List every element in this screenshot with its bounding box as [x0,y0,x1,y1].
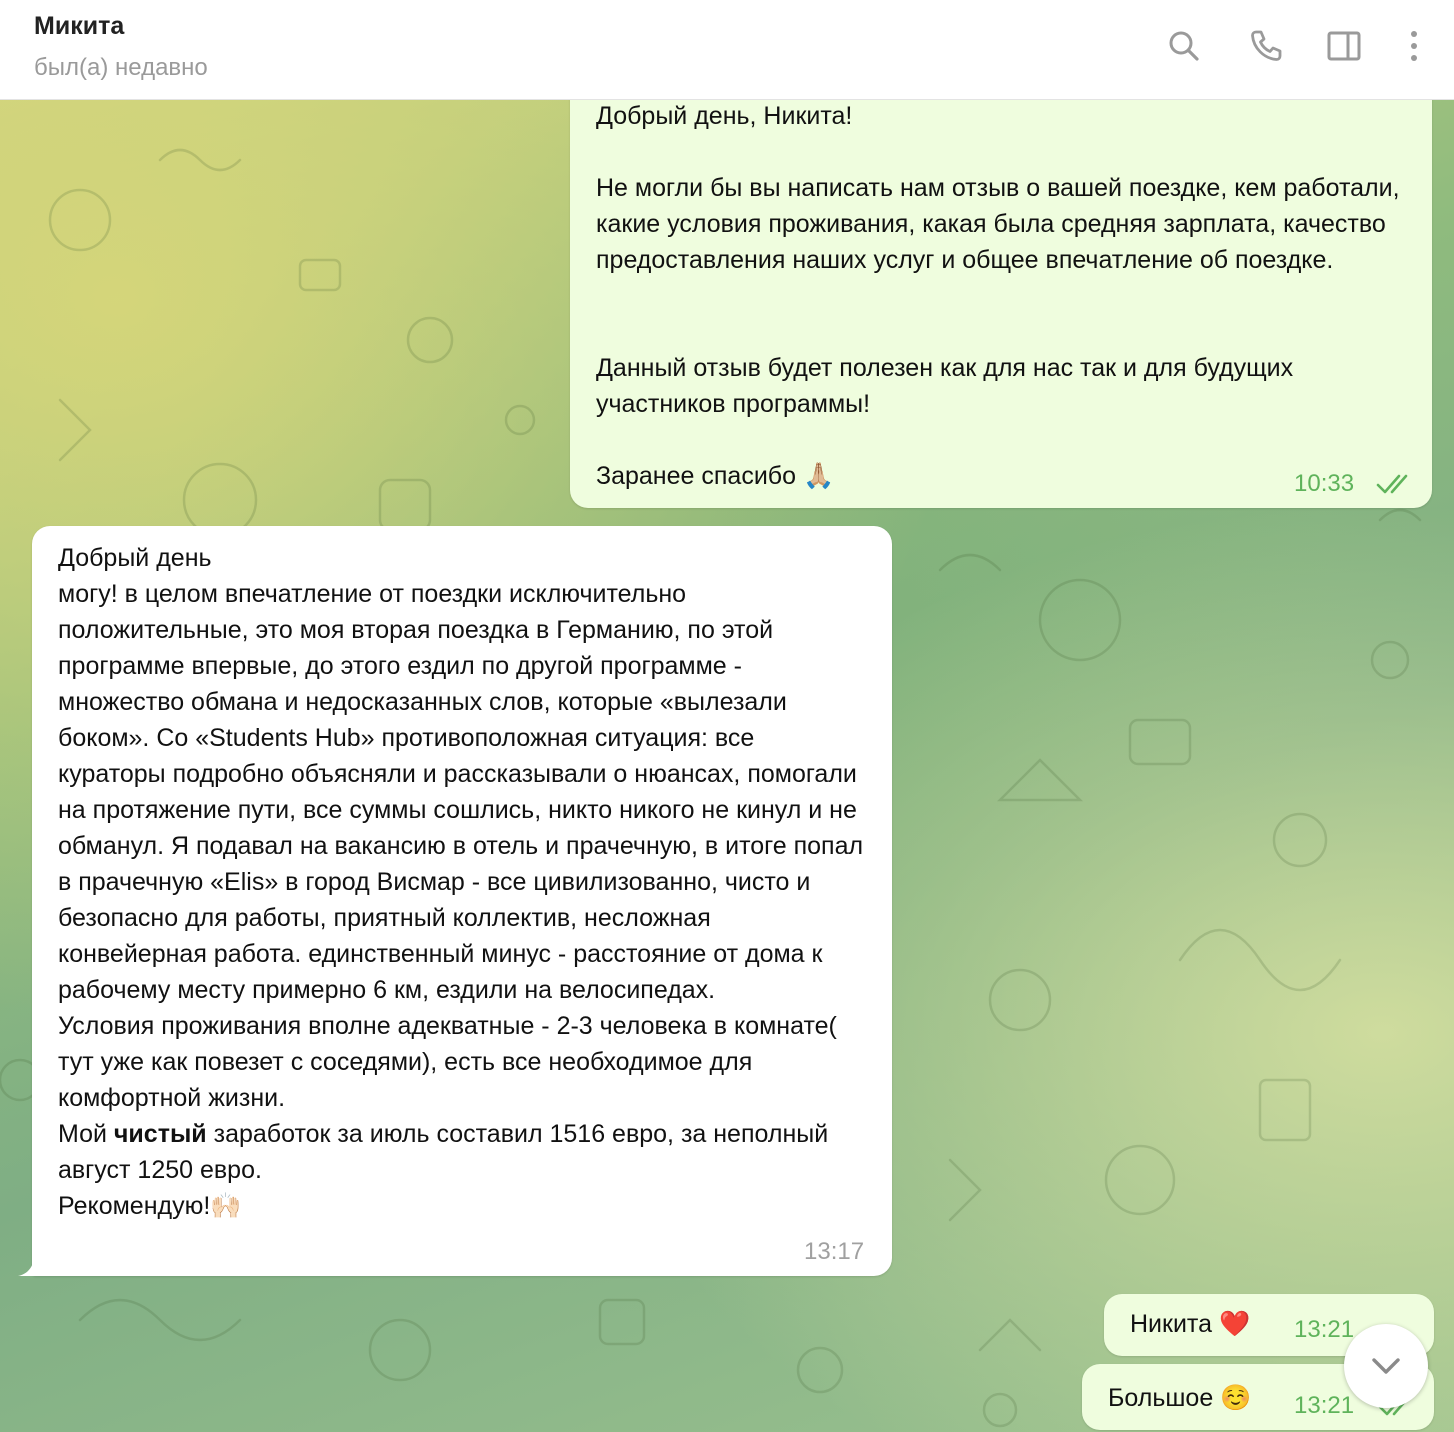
raising-hands-emoji: 🙌🏻 [210,1191,242,1220]
message-text-part: Мой [58,1120,114,1148]
message-text-line [1108,1380,1251,1416]
search-icon [1166,28,1202,64]
message-text: Никита [1130,1310,1212,1338]
message-text-line [596,458,1406,494]
contact-name[interactable]: Микита [34,12,125,40]
message-text: Не могли бы вы написать нам отзыв о вашей поездке, кем работали, какие условия проживания, какая была средняя зарплата, качество предоставления наших услуг и общее впечатление об поездке. [596,174,1400,274]
message-text: Заранее спасибо [596,462,796,490]
message-text-earnings [58,1116,866,1188]
call-button[interactable] [1246,26,1286,66]
message-text: Большое [1108,1384,1214,1412]
message-list[interactable] [0,100,1454,1432]
message-text: Условия проживания вполне адекватные - 2-3 человека в комнате( тут уже как повезет с соседями), есть все необходимое для комфортной жизни. [58,1012,837,1112]
message-text: Добрый день [58,544,212,572]
contact-status: был(а) недавно [34,54,208,81]
double-check-icon [1376,472,1414,496]
message-time: 13:17 [804,1238,865,1265]
search-button[interactable] [1164,26,1204,66]
folded-hands-emoji: 🙏🏼 [802,461,835,490]
message-incoming[interactable] [32,526,892,1276]
message-text: Добрый день, Никита! [596,102,853,130]
message-text: могу! в целом впечатление от поездки исключительно положительные, это моя вторая поездка в Германию, по этой программе впервые, до этого ездил по другой программе - множество обмана и недосказанных слов, которые «вылезали боком». Со «Students Hub» противоположная ситуация: все кураторы подробно объясняли и рассказывали о нюансах, помогали на протяжение пути, все суммы сошлись, никто никого не кинул и не обманул. Я подавал на вакансию в отель и прачечную, в итоге попал в прачечную «Elis» в город Висмар - все цивилизованно, чисто и безопасно для работы, приятный коллектив, несложная конвейерная работа. единственный минус - расстояние от дома к рабочему месту примерно 6 км, ездили на велосипедах. [58,580,864,1004]
more-button[interactable] [1394,26,1434,66]
message-text: Рекомендую! [58,1192,211,1220]
bubble-tail [18,1256,42,1276]
more-vertical-icon [1396,28,1432,64]
phone-icon [1248,28,1284,64]
message-text-bold: чистый [113,1120,207,1148]
sidebar-toggle-button[interactable] [1324,26,1364,66]
message-text-line [58,1188,866,1224]
message-text: Данный отзыв будет полезен как для нас так и для будущих участников программы! [596,354,1294,418]
sidebar-toggle-icon [1326,28,1362,64]
message-text-line [1130,1306,1250,1342]
chevron-down-icon [1366,1346,1406,1386]
message-outgoing[interactable] [570,100,1432,508]
message-time: 13:21 [1294,1392,1355,1419]
chat-header [0,0,1454,100]
red-heart-emoji: ❤️ [1218,1309,1251,1338]
scroll-to-bottom-button[interactable] [1344,1324,1428,1408]
message-time: 13:21 [1294,1316,1355,1343]
message-time: 10:33 [1294,470,1355,497]
message-text-part: заработок за июль составил 1516 евро, за неполный август 1250 евро. [58,1120,829,1184]
smiling-face-emoji: ☺️ [1220,1383,1252,1412]
